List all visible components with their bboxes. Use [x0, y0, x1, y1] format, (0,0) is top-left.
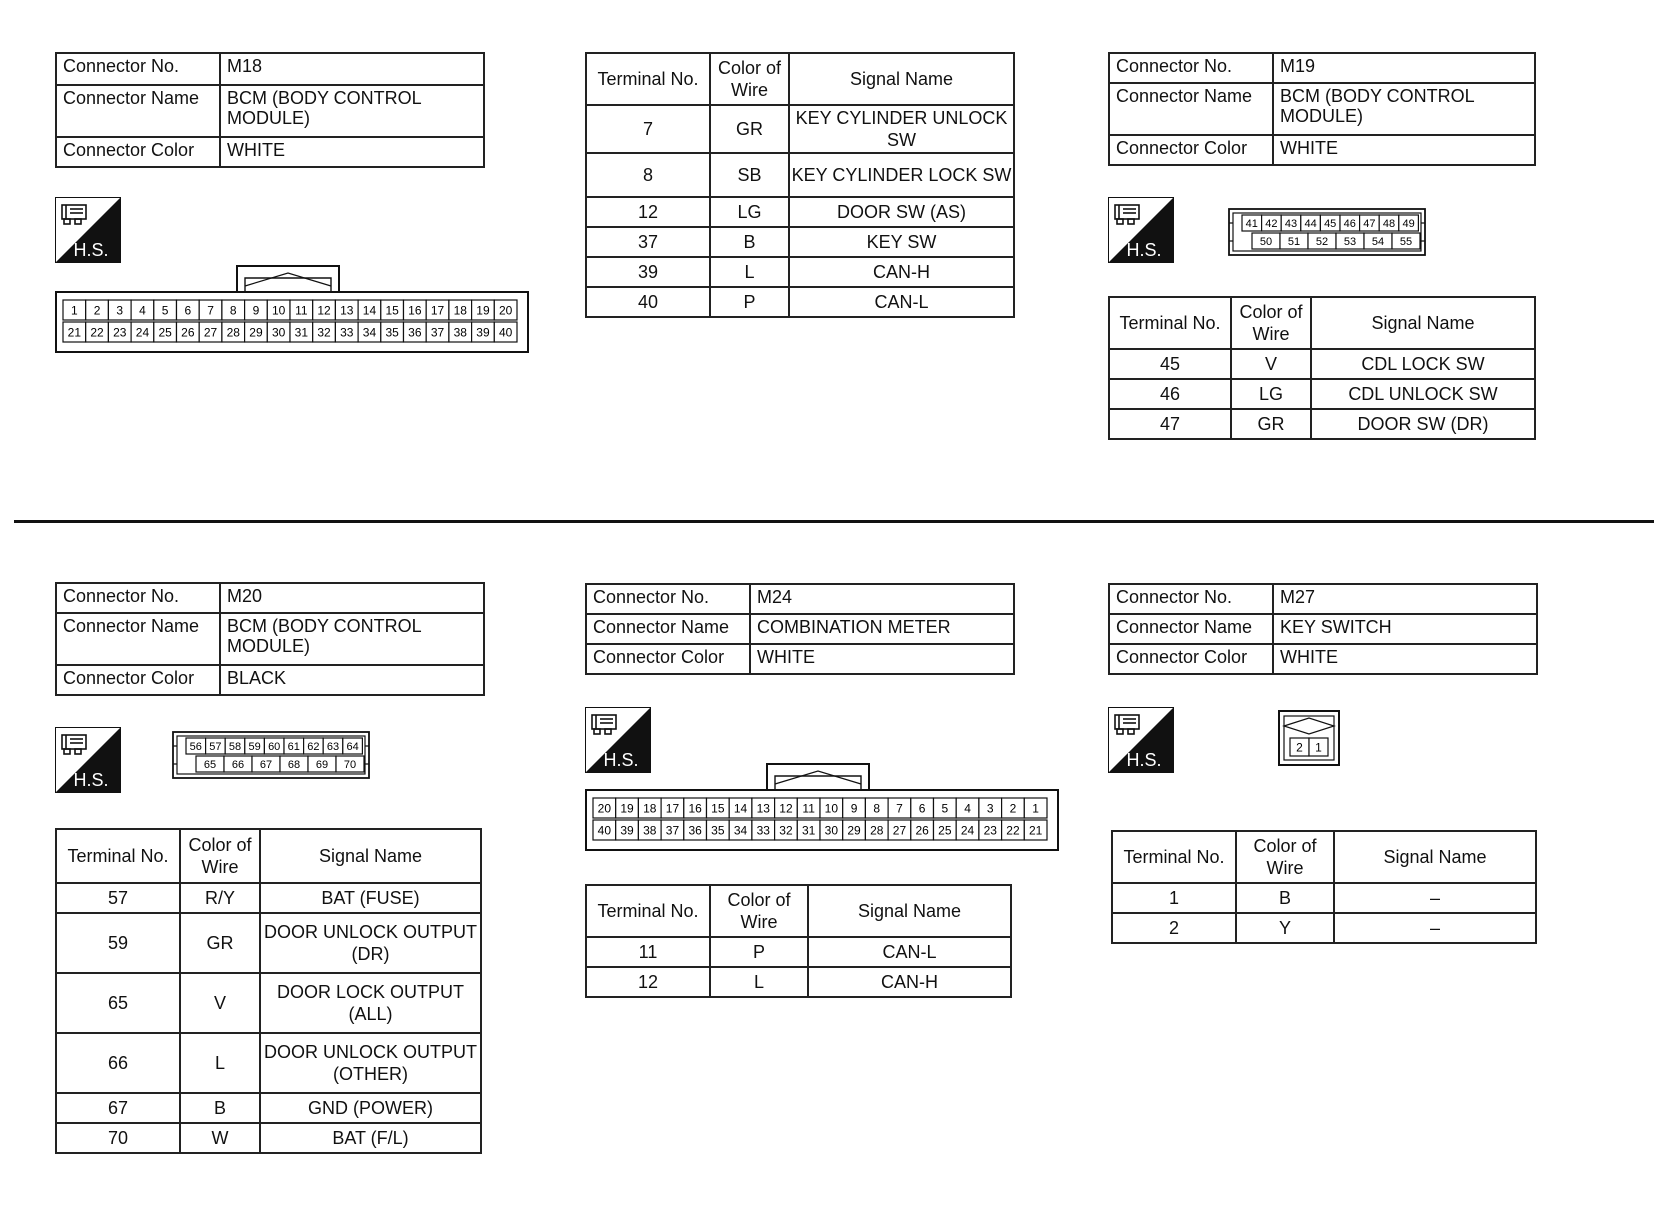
pin-number: 57 — [209, 740, 222, 753]
terminal-table-m20 — [55, 828, 482, 1154]
signal-name-cell: GND (POWER) — [260, 1093, 481, 1123]
wire-color-cell: GR — [180, 913, 260, 973]
terminal-no-cell: 45 — [1109, 349, 1231, 379]
wire-color-cell: GR — [710, 105, 789, 153]
terminal-no-cell: 57 — [56, 883, 180, 913]
header-color-of-wire: Color of Wire — [710, 885, 808, 937]
signal-name-cell: DOOR LOCK OUTPUT (ALL) — [260, 973, 481, 1033]
pin-number: 69 — [315, 758, 329, 771]
hs-badge-text: H.S. — [1126, 240, 1162, 260]
connector-no: M27 — [1273, 584, 1537, 614]
terminal-row — [586, 287, 1014, 317]
pin-number: 25 — [158, 325, 172, 340]
hs-icon — [55, 727, 121, 793]
terminal-row — [586, 257, 1014, 287]
pin-number: 6 — [184, 303, 192, 318]
pin-number: 9 — [252, 303, 260, 318]
pin-number: 3 — [116, 303, 124, 318]
connector-color: BLACK — [220, 665, 484, 695]
pin-number: 27 — [892, 823, 907, 838]
pin-number: 18 — [643, 801, 657, 816]
terminal-no-cell: 11 — [586, 937, 710, 967]
pin-number: 18 — [453, 303, 467, 318]
header-color-of-wire: Color of Wire — [710, 53, 789, 105]
connector-name: BCM (BODY CONTROL MODULE) — [220, 85, 484, 137]
pin-number: 20 — [498, 303, 513, 318]
hs-icon — [1108, 707, 1174, 773]
terminal-row — [1109, 379, 1535, 409]
terminal-row — [56, 913, 481, 973]
pin-number: 59 — [248, 740, 261, 753]
connector-no: M24 — [750, 584, 1014, 614]
pin-number: 25 — [938, 823, 952, 838]
terminal-table-m19 — [1108, 296, 1536, 440]
signal-name-cell: KEY CYLINDER LOCK SW — [789, 153, 1014, 197]
terminal-row — [586, 967, 1011, 997]
pin-number: 44 — [1304, 217, 1317, 230]
header-terminal-no: Terminal No. — [586, 885, 710, 937]
pin-number: 15 — [385, 303, 399, 318]
pin-number: 15 — [711, 801, 725, 816]
pin-number: 48 — [1382, 217, 1396, 230]
header-signal-name: Signal Name — [1334, 831, 1536, 883]
signal-name-cell: BAT (FUSE) — [260, 883, 481, 913]
signal-name-cell: CAN-L — [789, 287, 1014, 317]
pin-number: 2 — [93, 303, 101, 318]
hs-icon — [55, 197, 121, 263]
hs-badge-text: H.S. — [603, 750, 639, 770]
signal-name-cell: KEY SW — [789, 227, 1014, 257]
pin-number: 21 — [67, 325, 82, 340]
terminal-no-cell: 37 — [586, 227, 710, 257]
terminal-row — [56, 1093, 481, 1123]
pin-number: 51 — [1287, 235, 1301, 248]
terminal-no-cell: 47 — [1109, 409, 1231, 439]
pin-number: 32 — [779, 823, 793, 838]
pin-number: 39 — [476, 325, 490, 340]
wire-color-cell: LG — [710, 197, 789, 227]
connector-info-m27 — [1108, 583, 1538, 675]
terminal-row — [586, 937, 1011, 967]
connector-name: KEY SWITCH — [1273, 614, 1537, 644]
terminal-no-cell: 59 — [56, 913, 180, 973]
header-color-of-wire: Color of Wire — [180, 829, 260, 883]
signal-name-cell: DOOR SW (DR) — [1311, 409, 1535, 439]
pin-number: 7 — [207, 303, 214, 318]
connector-name: BCM (BODY CONTROL MODULE) — [220, 613, 484, 665]
pin-number: 17 — [665, 801, 680, 816]
terminal-table-m18 — [585, 52, 1015, 318]
signal-name-cell: CDL UNLOCK SW — [1311, 379, 1535, 409]
terminal-no-cell: 70 — [56, 1123, 180, 1153]
wire-color-cell: SB — [710, 153, 789, 197]
wire-color-cell: B — [1236, 883, 1334, 913]
pin-number: 60 — [268, 740, 281, 753]
wire-color-cell: GR — [1231, 409, 1311, 439]
connector-info-m20 — [55, 582, 485, 696]
header-color-of-wire: Color of Wire — [1231, 297, 1311, 349]
signal-name-cell: BAT (F/L) — [260, 1123, 481, 1153]
terminal-row — [56, 883, 481, 913]
pin-number: 47 — [1363, 217, 1376, 230]
label-connector-name: Connector Name — [56, 613, 220, 665]
pin-number: 24 — [960, 823, 975, 838]
pin-number: 40 — [498, 325, 513, 340]
connector-face-m18 — [55, 264, 530, 354]
pin-number: 30 — [271, 325, 286, 340]
terminal-row — [56, 1123, 481, 1153]
header-terminal-no: Terminal No. — [56, 829, 180, 883]
connector-color: WHITE — [1273, 644, 1537, 674]
terminal-row — [1109, 349, 1535, 379]
pin-number: 64 — [346, 740, 359, 753]
pin-number: 62 — [307, 740, 320, 753]
pin-number: 26 — [181, 325, 195, 340]
pin-number: 37 — [430, 325, 445, 340]
pin-number: 13 — [756, 801, 770, 816]
pin-number: 52 — [1315, 235, 1329, 248]
header-terminal-no: Terminal No. — [1112, 831, 1236, 883]
pin-number: 67 — [259, 758, 273, 771]
signal-name-cell: DOOR UNLOCK OUTPUT (DR) — [260, 913, 481, 973]
terminal-table-m24 — [585, 884, 1012, 998]
pin-number: 10 — [824, 801, 839, 816]
pin-number: 29 — [249, 325, 263, 340]
pin-number: 16 — [408, 303, 422, 318]
terminal-table-m27 — [1111, 830, 1537, 944]
pin-number: 50 — [1259, 235, 1273, 248]
wire-color-cell: L — [180, 1033, 260, 1093]
pin-number: 39 — [620, 823, 634, 838]
pin-number: 4 — [964, 801, 971, 816]
label-connector-color: Connector Color — [1109, 644, 1273, 674]
terminal-row — [586, 197, 1014, 227]
pin-number: 56 — [189, 740, 202, 753]
signal-name-cell: CAN-H — [808, 967, 1011, 997]
pin-number: 32 — [317, 325, 331, 340]
terminal-no-cell: 8 — [586, 153, 710, 197]
wire-color-cell: R/Y — [180, 883, 260, 913]
pin-number: 27 — [203, 325, 218, 340]
pin-number: 38 — [453, 325, 467, 340]
label-connector-no: Connector No. — [56, 583, 220, 613]
terminal-no-cell: 46 — [1109, 379, 1231, 409]
pin-number: 30 — [824, 823, 839, 838]
pin-number: 54 — [1371, 235, 1385, 248]
pin-number: 70 — [343, 758, 357, 771]
pin-number: 35 — [385, 325, 399, 340]
hs-badge-text: H.S. — [73, 770, 109, 790]
pin-number: 16 — [688, 801, 702, 816]
pin-number: 66 — [231, 758, 245, 771]
wire-color-cell: Y — [1236, 913, 1334, 943]
pin-number: 63 — [326, 740, 340, 753]
terminal-no-cell: 7 — [586, 105, 710, 153]
header-signal-name: Signal Name — [808, 885, 1011, 937]
pin-number: 38 — [643, 823, 657, 838]
wire-color-cell: W — [180, 1123, 260, 1153]
pin-number: 36 — [688, 823, 702, 838]
connector-face-m19 — [1228, 207, 1428, 257]
pin-number: 40 — [597, 823, 612, 838]
pin-number: 11 — [295, 303, 308, 318]
terminal-no-cell: 67 — [56, 1093, 180, 1123]
signal-name-cell: CAN-L — [808, 937, 1011, 967]
pin-number: 24 — [135, 325, 150, 340]
wire-color-cell: B — [710, 227, 789, 257]
wire-color-cell: LG — [1231, 379, 1311, 409]
label-connector-color: Connector Color — [56, 665, 220, 695]
hs-badge-text: H.S. — [73, 240, 109, 260]
pin-number: 14 — [362, 303, 377, 318]
pin-number: 49 — [1402, 217, 1415, 230]
pin-number: 65 — [203, 758, 217, 771]
pin-number: 41 — [1245, 217, 1258, 230]
pin-number: 31 — [294, 325, 309, 340]
pin-number: 31 — [801, 823, 816, 838]
terminal-row — [56, 973, 481, 1033]
signal-name-cell: – — [1334, 883, 1536, 913]
pin-number: 33 — [756, 823, 770, 838]
label-connector-name: Connector Name — [1109, 614, 1273, 644]
label-connector-no: Connector No. — [1109, 53, 1273, 83]
pin-number: 42 — [1265, 217, 1278, 230]
wire-color-cell: L — [710, 967, 808, 997]
terminal-no-cell: 12 — [586, 967, 710, 997]
signal-name-cell: CDL LOCK SW — [1311, 349, 1535, 379]
pin-number: 1 — [1315, 740, 1322, 755]
connector-color: WHITE — [220, 137, 484, 167]
pin-number: 28 — [870, 823, 884, 838]
label-connector-color: Connector Color — [586, 644, 750, 674]
hs-badge-text: H.S. — [1126, 750, 1162, 770]
pin-number: 58 — [228, 740, 242, 753]
pin-number: 10 — [271, 303, 286, 318]
label-connector-name: Connector Name — [1109, 83, 1273, 135]
label-connector-name: Connector Name — [56, 85, 220, 137]
label-connector-no: Connector No. — [1109, 584, 1273, 614]
header-terminal-no: Terminal No. — [1109, 297, 1231, 349]
signal-name-cell: – — [1334, 913, 1536, 943]
pin-number: 13 — [340, 303, 354, 318]
connector-name: BCM (BODY CONTROL MODULE) — [1273, 83, 1535, 135]
pin-number: 9 — [850, 801, 858, 816]
pin-number: 21 — [1028, 823, 1043, 838]
terminal-no-cell: 12 — [586, 197, 710, 227]
terminal-row — [586, 153, 1014, 197]
section-divider — [14, 520, 1654, 523]
pin-number: 28 — [226, 325, 240, 340]
pin-number: 22 — [1006, 823, 1020, 838]
pin-number: 19 — [476, 303, 490, 318]
pin-number: 36 — [408, 325, 422, 340]
wire-color-cell: B — [180, 1093, 260, 1123]
signal-name-cell: KEY CYLINDER UNLOCK SW — [789, 105, 1014, 153]
pin-number: 34 — [362, 325, 377, 340]
terminal-row — [56, 1033, 481, 1093]
signal-name-cell: CAN-H — [789, 257, 1014, 287]
pin-number: 1 — [1032, 801, 1039, 816]
connector-no: M20 — [220, 583, 484, 613]
pin-number: 3 — [986, 801, 994, 816]
pin-number: 55 — [1399, 235, 1413, 248]
wire-color-cell: P — [710, 937, 808, 967]
connector-color: WHITE — [1273, 135, 1535, 165]
pin-number: 68 — [287, 758, 301, 771]
signal-name-cell: DOOR UNLOCK OUTPUT (OTHER) — [260, 1033, 481, 1093]
pin-number: 1 — [71, 303, 78, 318]
header-signal-name: Signal Name — [260, 829, 481, 883]
connector-info-m18 — [55, 52, 485, 168]
pin-number: 6 — [918, 801, 926, 816]
terminal-no-cell: 66 — [56, 1033, 180, 1093]
header-signal-name: Signal Name — [789, 53, 1014, 105]
wire-color-cell: P — [710, 287, 789, 317]
pin-number: 33 — [340, 325, 354, 340]
header-signal-name: Signal Name — [1311, 297, 1535, 349]
pin-number: 8 — [229, 303, 237, 318]
terminal-row — [1112, 913, 1536, 943]
connector-face-m24 — [585, 762, 1060, 852]
pin-number: 23 — [983, 823, 997, 838]
label-connector-color: Connector Color — [1109, 135, 1273, 165]
pin-number: 61 — [287, 740, 300, 753]
pin-number: 5 — [941, 801, 949, 816]
wire-color-cell: V — [180, 973, 260, 1033]
pin-number: 12 — [317, 303, 331, 318]
terminal-no-cell: 40 — [586, 287, 710, 317]
signal-name-cell: DOOR SW (AS) — [789, 197, 1014, 227]
pin-number: 43 — [1284, 217, 1298, 230]
connector-info-m24 — [585, 583, 1015, 675]
connector-no: M18 — [220, 53, 484, 85]
header-color-of-wire: Color of Wire — [1236, 831, 1334, 883]
pin-number: 11 — [802, 801, 815, 816]
pin-number: 53 — [1343, 235, 1357, 248]
pin-number: 22 — [90, 325, 104, 340]
pin-number: 35 — [711, 823, 725, 838]
terminal-row — [586, 227, 1014, 257]
connector-face-m27 — [1278, 710, 1342, 768]
pin-number: 17 — [430, 303, 445, 318]
connector-info-m19 — [1108, 52, 1536, 166]
pin-number: 14 — [733, 801, 748, 816]
pin-number: 45 — [1324, 217, 1337, 230]
pin-number: 34 — [733, 823, 748, 838]
pin-number: 5 — [161, 303, 169, 318]
pin-number: 37 — [665, 823, 680, 838]
terminal-row — [1109, 409, 1535, 439]
pin-number: 12 — [779, 801, 793, 816]
label-connector-name: Connector Name — [586, 614, 750, 644]
terminal-no-cell: 65 — [56, 973, 180, 1033]
terminal-row — [1112, 883, 1536, 913]
header-terminal-no: Terminal No. — [586, 53, 710, 105]
label-connector-color: Connector Color — [56, 137, 220, 167]
pin-number: 46 — [1343, 217, 1356, 230]
wire-color-cell: V — [1231, 349, 1311, 379]
hs-icon — [1108, 197, 1174, 263]
label-connector-no: Connector No. — [586, 584, 750, 614]
pin-number: 19 — [620, 801, 634, 816]
pin-number: 23 — [113, 325, 127, 340]
pin-number: 7 — [896, 801, 903, 816]
terminal-no-cell: 2 — [1112, 913, 1236, 943]
terminal-no-cell: 1 — [1112, 883, 1236, 913]
pin-number: 2 — [1296, 740, 1303, 755]
wire-color-cell: L — [710, 257, 789, 287]
pin-number: 26 — [915, 823, 929, 838]
terminal-no-cell: 39 — [586, 257, 710, 287]
connector-face-m20 — [172, 730, 372, 782]
label-connector-no: Connector No. — [56, 53, 220, 85]
connector-no: M19 — [1273, 53, 1535, 83]
connector-color: WHITE — [750, 644, 1014, 674]
pin-number: 20 — [597, 801, 612, 816]
connector-name: COMBINATION METER — [750, 614, 1014, 644]
terminal-row — [586, 105, 1014, 153]
pin-number: 2 — [1009, 801, 1017, 816]
pin-number: 4 — [139, 303, 146, 318]
pin-number: 8 — [873, 801, 881, 816]
pin-number: 29 — [847, 823, 861, 838]
